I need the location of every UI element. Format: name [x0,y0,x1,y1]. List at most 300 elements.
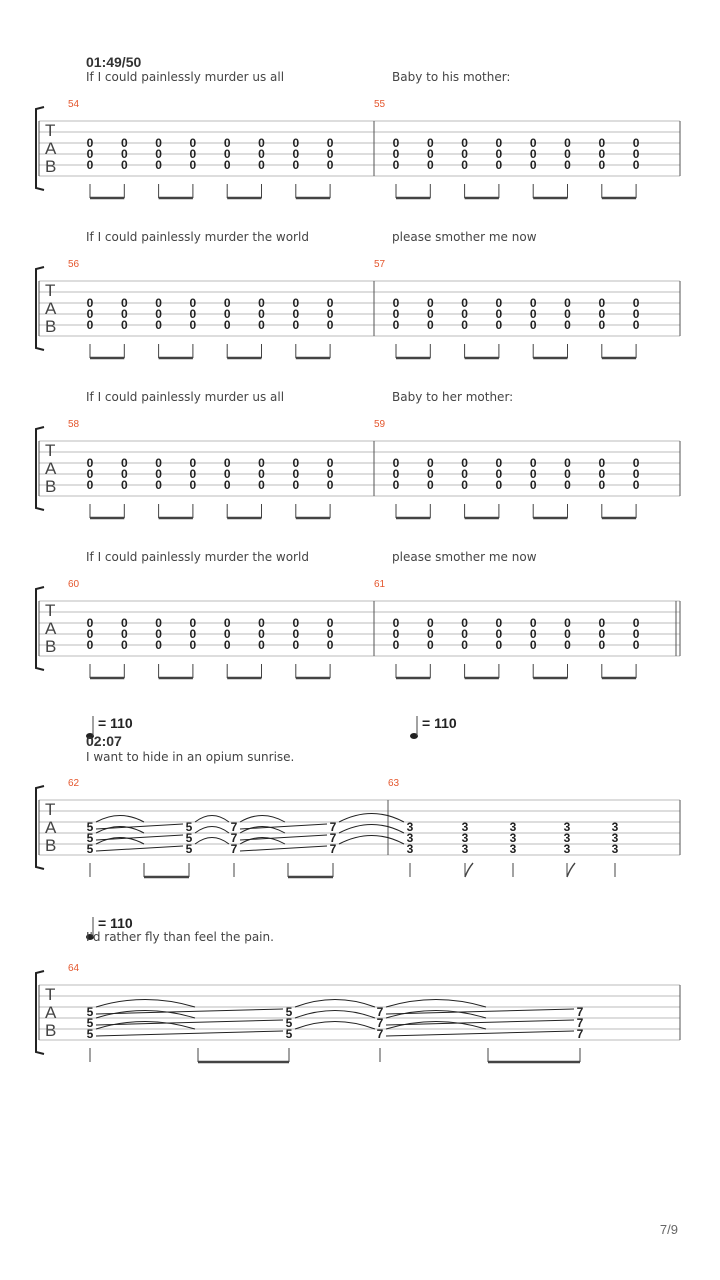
fret-number: 0 [426,307,434,321]
page-number: 7/9 [659,1222,678,1237]
fret-number: 0 [86,307,94,321]
tie-arc [339,836,404,845]
tie-arc [295,1000,375,1008]
fret-number: 0 [529,627,537,641]
fret-number: 0 [155,136,162,150]
fret-number: 0 [326,627,334,641]
measure-number: 63 [388,778,400,789]
fret-number: 0 [598,318,606,332]
fret-number: 0 [461,627,468,641]
tie-arc [386,1000,486,1008]
fret-number: 0 [292,467,300,481]
fret-number: 0 [155,456,162,470]
fret-number: 0 [189,136,197,150]
tab-clef-letter: A [45,459,57,478]
fret-number: 0 [426,467,434,481]
fret-number: 0 [258,616,265,630]
fret-number: 0 [392,478,400,492]
fret-number: 0 [155,478,162,492]
fret-number: 0 [223,638,231,652]
fret-number: 0 [632,307,640,321]
fret-number: 0 [258,456,265,470]
fret-number: 0 [632,616,640,630]
fret-number: 0 [529,147,537,161]
fret-number: 0 [392,136,400,150]
lyric-text: please smother me now [392,550,537,564]
fret-number: 0 [223,136,231,150]
fret-number: 0 [155,638,162,652]
fret-number: 3 [611,842,619,856]
fret-number: 0 [258,318,265,332]
fret-number: 0 [426,638,434,652]
slide-line [240,835,327,840]
fret-number: 0 [598,147,606,161]
fret-number: 5 [86,842,94,856]
fret-number: 0 [86,467,94,481]
fret-number: 0 [632,467,640,481]
lyric-text: If I could painlessly murder us all [86,70,285,84]
fret-number: 0 [392,318,400,332]
tempo-mark: = 110 [98,715,133,731]
fret-number: 0 [529,318,537,332]
fret-number: 0 [392,627,400,641]
fret-number: 0 [495,296,503,310]
fret-number: 0 [529,478,537,492]
fret-number: 0 [155,627,162,641]
fret-number: 0 [86,627,94,641]
system-bracket [36,107,44,190]
lyric-text: If I could painlessly murder the world [86,230,309,244]
fret-number: 0 [258,158,265,172]
tab-system [36,230,680,358]
fret-number: 0 [632,478,640,492]
fret-number: 0 [223,478,231,492]
fret-number: 0 [461,136,468,150]
fret-number: 0 [495,158,503,172]
fret-number: 0 [292,638,300,652]
fret-number: 0 [120,158,128,172]
fret-number: 0 [223,296,231,310]
fret-number: 0 [564,136,571,150]
slide-line [240,846,327,851]
slide-line [96,1031,283,1036]
fret-number: 0 [155,307,162,321]
fret-number: 0 [598,158,606,172]
fret-number: 5 [285,1005,293,1019]
tab-system [36,915,680,1062]
tab-clef-letter: A [45,1003,57,1022]
fret-number: 3 [461,831,469,845]
fret-number: 0 [529,296,537,310]
fret-number: 0 [529,467,537,481]
fret-number: 0 [258,136,265,150]
fret-number: 7 [376,1016,384,1030]
fret-number: 7 [329,820,337,834]
fret-number: 0 [495,147,503,161]
systems-layer [36,54,680,1062]
fret-number: 0 [120,318,128,332]
fret-number: 0 [632,638,640,652]
fret-number: 0 [120,616,128,630]
fret-number: 0 [461,147,468,161]
tab-clef-letter: B [45,317,57,336]
fret-number: 0 [564,456,571,470]
fret-number: 0 [495,638,503,652]
tie-arc [195,816,229,823]
fret-number: 0 [326,478,334,492]
measure-number: 55 [374,99,386,110]
tab-system [36,70,680,198]
fret-number: 0 [598,627,606,641]
fret-number: 5 [86,831,94,845]
fret-number: 5 [285,1027,293,1041]
measure-number: 54 [68,99,80,110]
tie-arc [96,816,144,823]
fret-number: 0 [326,147,334,161]
fret-number: 0 [461,478,468,492]
fret-number: 0 [120,307,128,321]
fret-number: 0 [426,456,434,470]
fret-number: 0 [326,318,334,332]
fret-number: 0 [564,318,571,332]
fret-number: 0 [564,467,571,481]
fret-number: 0 [258,296,265,310]
tab-clef-letter: B [45,637,57,656]
tab-clef-letter: B [45,157,57,176]
fret-number: 0 [564,307,571,321]
fret-number: 5 [86,1027,94,1041]
fret-number: 7 [230,831,238,845]
fret-number: 0 [120,467,128,481]
lyric-text: Baby to his mother: [392,70,511,84]
fret-number: 0 [632,627,640,641]
fret-number: 0 [223,147,231,161]
system-bracket [36,971,44,1054]
fret-number: 5 [185,820,193,834]
tempo-mark: = 110 [422,715,457,731]
lyric-text: please smother me now [392,230,537,244]
fret-number: 0 [189,318,197,332]
fret-number: 0 [326,158,334,172]
fret-number: 0 [529,307,537,321]
fret-number: 0 [426,296,434,310]
fret-number: 5 [185,831,193,845]
fret-number: 0 [86,616,94,630]
fret-number: 0 [189,616,197,630]
fret-number: 0 [120,638,128,652]
fret-number: 0 [120,296,128,310]
fret-number: 0 [326,467,334,481]
fret-number: 0 [326,638,334,652]
fret-number: 3 [563,820,571,834]
system-bracket [36,786,44,869]
fret-number: 0 [258,627,265,641]
fret-number: 0 [461,318,468,332]
fret-number: 0 [598,307,606,321]
fret-number: 0 [392,638,400,652]
tie-arc [195,827,229,834]
fret-number: 0 [632,136,640,150]
tie-arc [339,814,404,823]
tab-clef-letter: B [45,1021,57,1040]
fret-number: 0 [155,158,162,172]
fret-number: 3 [563,831,571,845]
timecode: 02:07 [86,733,122,749]
fret-number: 0 [495,467,503,481]
fret-number: 5 [185,842,193,856]
lyric-text: If I could painlessly murder the world [86,550,309,564]
fret-number: 0 [564,627,571,641]
fret-number: 0 [564,158,571,172]
fret-number: 0 [292,158,300,172]
fret-number: 0 [495,456,503,470]
measure-number: 62 [68,778,80,789]
measure-number: 57 [374,259,386,270]
note-flag [465,863,473,877]
fret-number: 0 [258,147,265,161]
fret-number: 0 [292,627,300,641]
tie-arc [339,825,404,834]
fret-number: 0 [189,627,197,641]
fret-number: 0 [598,467,606,481]
fret-number: 7 [230,820,238,834]
fret-number: 0 [292,307,300,321]
fret-number: 0 [564,478,571,492]
fret-number: 0 [426,158,434,172]
fret-number: 0 [461,467,468,481]
fret-number: 0 [292,296,300,310]
measure-number: 56 [68,259,80,270]
fret-number: 0 [392,616,400,630]
timecode-top: 01:49/50 [86,54,142,70]
fret-number: 0 [461,616,468,630]
fret-number: 0 [632,296,640,310]
slide-line [386,1031,574,1036]
system-bracket [36,267,44,350]
fret-number: 0 [120,147,128,161]
fret-number: 0 [86,318,94,332]
fret-number: 7 [576,1027,584,1041]
fret-number: 3 [509,831,517,845]
fret-number: 0 [426,318,434,332]
measure-number: 58 [68,419,80,430]
lyric-text: I'd rather fly than feel the pain. [86,930,274,944]
fret-number: 0 [223,158,231,172]
fret-number: 0 [155,616,162,630]
fret-number: 0 [426,616,434,630]
fret-number: 0 [189,638,197,652]
fret-number: 0 [258,638,265,652]
fret-number: 0 [155,147,162,161]
fret-number: 0 [292,456,300,470]
fret-number: 0 [529,638,537,652]
fret-number: 0 [461,296,468,310]
fret-number: 0 [326,296,334,310]
fret-number: 3 [461,842,469,856]
fret-number: 0 [120,136,128,150]
fret-number: 3 [611,820,619,834]
fret-number: 0 [598,478,606,492]
fret-number: 0 [155,296,162,310]
fret-number: 0 [598,456,606,470]
fret-number: 0 [461,307,468,321]
fret-number: 0 [326,616,334,630]
fret-number: 3 [461,820,469,834]
fret-number: 7 [376,1027,384,1041]
fret-number: 0 [392,467,400,481]
fret-number: 0 [292,147,300,161]
fret-number: 3 [509,820,517,834]
fret-number: 0 [564,638,571,652]
fret-number: 0 [189,478,197,492]
fret-number: 7 [376,1005,384,1019]
fret-number: 0 [495,478,503,492]
fret-number: 3 [509,842,517,856]
fret-number: 7 [329,831,337,845]
tab-clef-letter: T [45,601,56,620]
fret-number: 7 [576,1016,584,1030]
fret-number: 3 [406,820,414,834]
fret-number: 0 [189,307,197,321]
fret-number: 0 [86,456,94,470]
fret-number: 0 [426,478,434,492]
tab-system [36,390,680,518]
fret-number: 0 [495,136,503,150]
fret-number: 5 [86,1005,94,1019]
fret-number: 0 [223,627,231,641]
fret-number: 0 [189,147,197,161]
fret-number: 0 [495,616,503,630]
fret-number: 0 [223,467,231,481]
measure-number: 59 [374,419,386,430]
fret-number: 7 [230,842,238,856]
fret-number: 0 [392,158,400,172]
fret-number: 0 [189,456,197,470]
fret-number: 0 [564,616,571,630]
tab-clef-letter: T [45,441,56,460]
fret-number: 0 [86,136,94,150]
tab-clef-letter: T [45,121,56,140]
fret-number: 0 [495,627,503,641]
fret-number: 0 [120,627,128,641]
fret-number: 5 [285,1016,293,1030]
fret-number: 0 [189,296,197,310]
fret-number: 0 [495,307,503,321]
fret-number: 0 [426,627,434,641]
fret-number: 0 [598,296,606,310]
fret-number: 0 [258,307,265,321]
fret-number: 0 [598,616,606,630]
fret-number: 0 [86,147,94,161]
fret-number: 0 [86,158,94,172]
fret-number: 0 [189,467,197,481]
fret-number: 3 [611,831,619,845]
fret-number: 0 [223,616,231,630]
system-bracket [36,427,44,510]
fret-number: 3 [406,831,414,845]
tab-clef-letter: B [45,477,57,496]
fret-number: 0 [632,456,640,470]
tab-system [36,715,680,877]
tab-clef-letter: A [45,139,57,158]
fret-number: 0 [392,147,400,161]
fret-number: 0 [292,478,300,492]
fret-number: 5 [86,1016,94,1030]
fret-number: 0 [529,158,537,172]
fret-number: 0 [632,147,640,161]
fret-number: 0 [223,307,231,321]
lyric-text: I want to hide in an opium sunrise. [86,750,295,764]
fret-number: 0 [461,158,468,172]
fret-number: 0 [292,616,300,630]
fret-number: 0 [529,456,537,470]
fret-number: 0 [598,136,606,150]
tie-arc [295,1011,375,1019]
fret-number: 0 [598,638,606,652]
fret-number: 0 [223,456,231,470]
fret-number: 0 [426,147,434,161]
fret-number: 0 [529,616,537,630]
fret-number: 0 [564,147,571,161]
fret-number: 0 [529,136,537,150]
fret-number: 0 [120,478,128,492]
fret-number: 0 [495,318,503,332]
fret-number: 7 [576,1005,584,1019]
fret-number: 0 [392,296,400,310]
slide-line [96,846,183,851]
fret-number: 0 [86,478,94,492]
fret-number: 3 [406,842,414,856]
tab-clef-letter: A [45,818,57,837]
fret-number: 0 [155,467,162,481]
slide-line [240,824,327,829]
fret-number: 0 [564,296,571,310]
fret-number: 0 [120,456,128,470]
measure-number: 64 [68,963,80,974]
measure-number: 60 [68,579,80,590]
tab-clef-letter: A [45,619,57,638]
fret-number: 0 [292,136,300,150]
fret-number: 0 [189,158,197,172]
lyric-text: If I could painlessly murder us all [86,390,285,404]
fret-number: 0 [632,158,640,172]
tempo-mark: = 110 [98,915,133,931]
fret-number: 5 [86,820,94,834]
fret-number: 0 [461,456,468,470]
fret-number: 0 [326,456,334,470]
fret-number: 0 [632,318,640,332]
fret-number: 0 [326,136,334,150]
tie-arc [96,1000,195,1008]
tie-arc [295,1022,375,1030]
lyric-text: Baby to her mother: [392,390,514,404]
fret-number: 0 [426,136,434,150]
fret-number: 7 [329,842,337,856]
measure-number: 61 [374,579,386,590]
fret-number: 0 [86,638,94,652]
tie-arc [195,838,229,845]
fret-number: 0 [292,318,300,332]
fret-number: 0 [392,456,400,470]
tab-clef-letter: T [45,800,56,819]
tie-arc [240,816,285,823]
fret-number: 0 [223,318,231,332]
tab-clef-letter: B [45,836,57,855]
note-flag [567,863,575,877]
tab-clef-letter: T [45,985,56,1004]
fret-number: 0 [461,638,468,652]
fret-number: 0 [86,296,94,310]
